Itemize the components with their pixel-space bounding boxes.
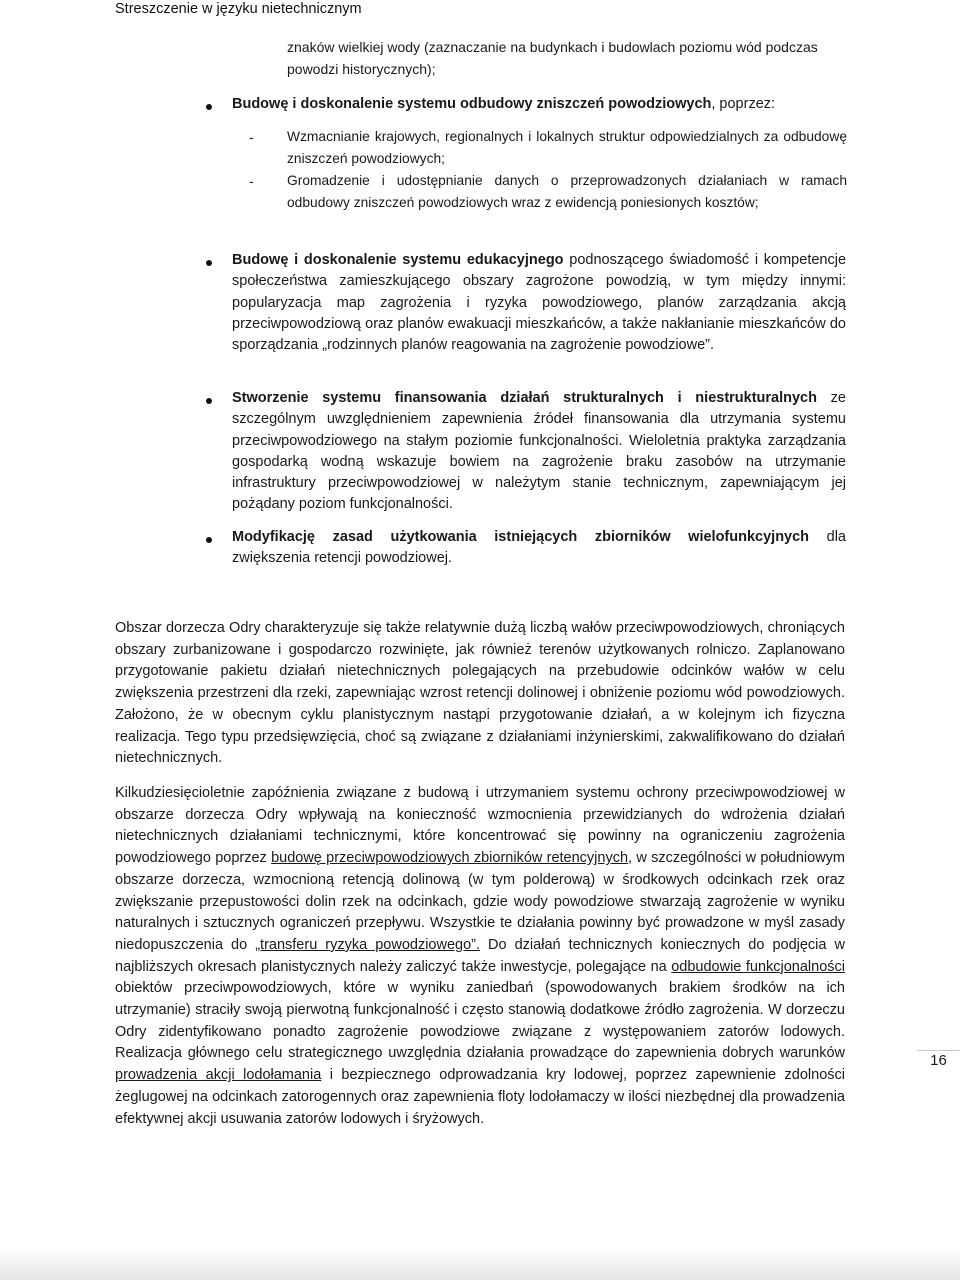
list-item-4-text: dla zwiększenia retencji powodziowej. — [232, 529, 846, 567]
list-item-2-bold: Budowę i doskonalenie systemu edukacyjnego — [232, 252, 564, 268]
list-item-4 — [232, 527, 846, 570]
underlined-phrase: budowę przeciwpowodziowych zbiorników retencyjnych, — [271, 850, 633, 867]
underlined-phrase: „transferu ryzyka powodziowego”. — [255, 936, 481, 953]
dash-marker: - — [249, 129, 254, 145]
list-item-3-bold: Stworzenie systemu finansowania działań strukturalnych i niestrukturalnych — [232, 390, 817, 406]
running-header: Streszczenie w języku nietechnicznym — [115, 1, 362, 17]
list-item-1-text: , poprzez: — [711, 96, 776, 112]
footer-band — [0, 1248, 960, 1280]
underlined-phrase: odbudowie funkcjonalności — [671, 958, 845, 975]
underlined-phrase: prowadzenia akcji lodołamania — [115, 1067, 322, 1084]
sub-item-1: Wzmacnianie krajowych, regionalnych i lokalnych struktur odpowiedzialnych za odbudowę zniszczeń powodziowych; — [287, 129, 847, 166]
paragraph-text: Kilkudziesięcioletnie zapóźnienia związane z budową i utrzymaniem systemu ochrony przeciwpowodziowej w obszarze dorzecza Odry wpływają na konieczność wzmocnienia przewidzianych do wdrożenia działań nietechnicznych działaniami technicznymi, które koncentrować się powinny na ograniczeniu zagrożenia powodziowego poprzez — [115, 785, 845, 867]
paragraph-dike-measures: Obszar dorzecza Odry charakteryzuje się także relatywnie dużą liczbą wałów przeciwpowodziowych, chroniących obszary zurbanizowane i gospodarczo rozwinięte, jak również terenów użytkowanych rolniczo. Zaplanowano przygotowanie pakietu działań nietechnicznych polegających na przebudowie odcinków wałów w celu zwiększenia przestrzeni dla rzeki, zapewniając wzrost retencji dolinowej i obniżenie poziomu wód powodziowych. Założono, że w obecnym cyklu planistycznym nastąpi przygotowanie działań, a w kolejnym ich fizyczna realizacja. Tego typu przedsięwzięcia, choć są związane z działaniami inżynierskimi, zakwalifikowano do działań nietechnicznych. — [115, 620, 845, 767]
list-item-3 — [232, 388, 846, 516]
list-item-2-text: podnoszącego świadomość i kompetencje społeczeństwa zamieszkującego obszary zagrożone powodzią, w tym między innymi: popularyzacja map zagrożenia i ryzyka powodziowego, planów zarządzania akcją przeciwpowodziową oraz planów ewakuacji mieszkańców, a także nakłanianie mieszkańców do sporządzania „rodzinnych planów reagowania na zagrożenie powodziowe”. — [232, 252, 847, 354]
bullet-icon — [206, 104, 212, 110]
paragraph-text: i bezpiecznego odprowadzania kry lodowej, poprzez zapewnienie zdolności żeglugowej na odcinkach zatorogennych oraz zapewnienia floty lodołamaczy w ilości niezbędnej dla prowadzenia efektywnej akcji usuwania zatorów lodowych i śryżowych. — [115, 1067, 845, 1127]
list-item-2 — [232, 250, 846, 356]
list-item-3-text: ze szczególnym uwzględnieniem zapewnienia źródeł finansowania dla utrzymania systemu przeciwpowodziowego na stałym poziomie funkcjonalności. Wieloletnia praktyka zarządzania gospodarką wodną wskazuje bowiem na zagrożenie braku zasobów na utrzymanie infrastruktury przeciwpowodziowej w należytym stanie technicznym, zapewniającym jej pożądany poziom funkcjonalności. — [232, 390, 846, 513]
bullet-icon — [206, 398, 212, 404]
bullet-icon — [206, 537, 212, 543]
paragraph-text: w szczególności w południowym obszarze dorzecza, wzmocnioną retencją dolinową (w tym polderową) w środkowych odcinkach rzek oraz zwiększanie przepustowości dolin rzek na odcinkach, gdzie wody powodziowe stwarzają zagrożenie w wyniku naturalnych i sztucznych ograniczeń przepływu. Wszystkie te działania powinny być prowadzone w myśl zasady niedopuszczenia do — [115, 850, 845, 953]
paragraph-technical-measures — [115, 783, 845, 1130]
dash-marker: - — [249, 173, 254, 189]
paragraph-text: Do działań technicznych koniecznych do podjęcia w najbliższych okresach planistycznych należy zaliczyć także inwestycje, polegające na — [115, 936, 845, 975]
page-number: 16 — [917, 1050, 960, 1069]
bullet-icon — [206, 260, 212, 266]
list-item-1 — [232, 94, 846, 115]
list-continuation: znaków wielkiej wody (zaznaczanie na budynkach i budowlach poziomu wód podczas powodzi historycznych); — [287, 39, 818, 77]
paragraph-text: obiektów przeciwpowodziowych, które w wyniku zaniedbań (spowodowanych brakiem środków na ich utrzymanie) straciły swoją pierwotną funkcjonalność i często stanowią dodatkowe źródło zagrożenia. W dorzeczu Odry zidentyfikowano ponadto zagrożenie powodziowe związane z występowaniem zatorów lodowych. Realizacja głównego celu strategicznego uwzględnia działania prowadzące do zapewnienia dobrych warunków — [115, 980, 845, 1062]
list-item-4-bold: Modyfikację zasad użytkowania istniejących zbiorników wielofunkcyjnych — [232, 529, 810, 545]
list-item-1-bold: Budowę i doskonalenie systemu odbudowy zniszczeń powodziowych — [232, 96, 712, 112]
sub-item-2: Gromadzenie i udostępnianie danych o przeprowadzonych działaniach w ramach odbudowy zniszczeń powodziowych wraz z ewidencją poniesionych kosztów; — [287, 173, 847, 210]
